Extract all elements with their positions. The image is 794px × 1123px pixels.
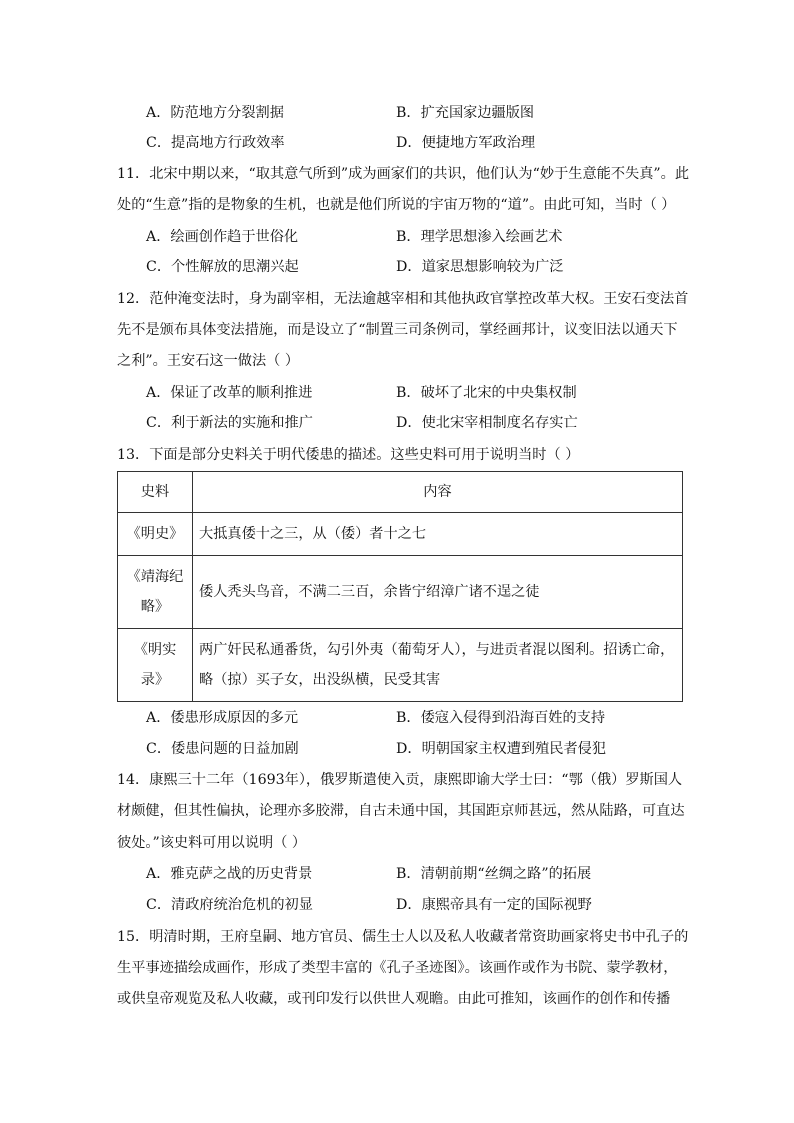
q11-stem-line: 处的“生意”指的是物象的生机，也就是他们所说的宇宙万物的“道”。由此可知，当时（ ） — [117, 197, 676, 213]
q11-stem-line: 11．北宋中期以来，“取其意气所到”成为画家们的共识，他们认为“妙于生意能不失真”。此 — [117, 166, 690, 182]
q11-option-b: B．理学思想渗入绘画艺术 — [396, 229, 563, 245]
table-cell-content: 倭人秃头鸟音，不满二三百，余皆宁绍漳广诸不逞之徒 — [193, 556, 683, 629]
q12-option-a: A．保证了改革的顺利推进 — [146, 385, 313, 401]
source-table — [117, 471, 683, 702]
q12-option-d: D．使北宋宰相制度名存实亡 — [396, 415, 578, 431]
q15-stem-line: 生平事迹描绘成画作，形成了类型丰富的《孔子圣迹图》。该画作或作为书院、蒙学教材， — [117, 960, 678, 976]
q10-option-b: B．扩充国家边疆版图 — [396, 105, 535, 121]
q13-stem-line: 13．下面是部分史料关于明代倭患的描述。这些史料可用于说明当时（ ） — [117, 447, 580, 463]
q12-stem-line: 12．范仲淹变法时，身为副宰相，无法逾越宰相和其他执政官掌控改革大权。王安石变法首 — [117, 291, 689, 307]
q14-option-c: C．清政府统治危机的初显 — [146, 897, 313, 913]
q14-option-d: D．康熙帝具有一定的国际视野 — [396, 897, 592, 913]
table-header-source: 史料 — [118, 472, 193, 513]
q12-option-c: C．利于新法的实施和推广 — [146, 415, 313, 431]
q12-stem-line: 之利”。王安石这一做法（ ） — [117, 353, 300, 369]
table-row — [118, 556, 683, 629]
q14-stem-line: 彼处。”该史料可用以说明（ ） — [117, 835, 307, 851]
table-row — [118, 513, 683, 556]
q11-option-c: C．个性解放的思潮兴起 — [146, 259, 299, 275]
table-cell-source: 《明实录》 — [118, 629, 193, 702]
q13-option-a: A．倭患形成原因的多元 — [146, 710, 299, 726]
q12-option-b: B．破坏了北宋的中央集权制 — [396, 385, 577, 401]
table-row — [118, 629, 683, 702]
table-cell-source: 《靖海纪略》 — [118, 556, 193, 629]
table-cell-content: 大抵真倭十之三，从（倭）者十之七 — [193, 513, 683, 556]
q10-option-c: C．提高地方行政效率 — [146, 135, 285, 151]
table-cell-content: 两广奸民私通番货，勾引外夷（葡萄牙人），与进贡者混以图利。招诱亡命，略（掠）买子女，出没纵横，民受其害 — [193, 629, 683, 702]
table-header-content: 内容 — [193, 472, 683, 513]
q11-option-d: D．道家思想影响较为广泛 — [396, 259, 564, 275]
q15-stem-line: 或供皇帝观览及私人收藏，或刊印发行以供世人观瞻。由此可推知，该画作的创作和传播 — [117, 991, 671, 1007]
q12-stem-line: 先不是颁布具体变法措施，而是设立了“制置三司条例司，掌经画邦计，议变旧法以通天下 — [117, 322, 678, 338]
q13-option-b: B．倭寇入侵得到沿海百姓的支持 — [396, 710, 606, 726]
table-cell-source: 《明史》 — [118, 513, 193, 556]
q14-option-b: B．清朝前期“丝绸之路”的拓展 — [396, 866, 592, 882]
q15-stem-line: 15．明清时期，王府皇嗣、地方官员、儒生士人以及私人收藏者常资助画家将史书中孔子的 — [117, 929, 689, 945]
q14-stem-line: 材颇健，但其性偏执，论理亦多胶滞，自古未通中国，其国距京师甚远，然从陆路，可直达 — [117, 803, 685, 819]
table-header-row — [118, 472, 683, 513]
q13-option-d: D．明朝国家主权遭到殖民者侵犯 — [396, 741, 607, 757]
q14-option-a: A．雅克萨之战的历史背景 — [146, 866, 313, 882]
q11-option-a: A．绘画创作趋于世俗化 — [146, 229, 299, 245]
q13-option-c: C．倭患问题的日益加剧 — [146, 741, 299, 757]
q14-stem-line: 14．康熙三十二年（1693年），俄罗斯遣使入贡，康熙即谕大学士曰：“鄂（俄）罗斯国人 — [117, 772, 683, 788]
q10-option-a: A．防范地方分裂割据 — [146, 105, 284, 121]
q10-option-d: D．便捷地方军政治理 — [396, 135, 536, 151]
